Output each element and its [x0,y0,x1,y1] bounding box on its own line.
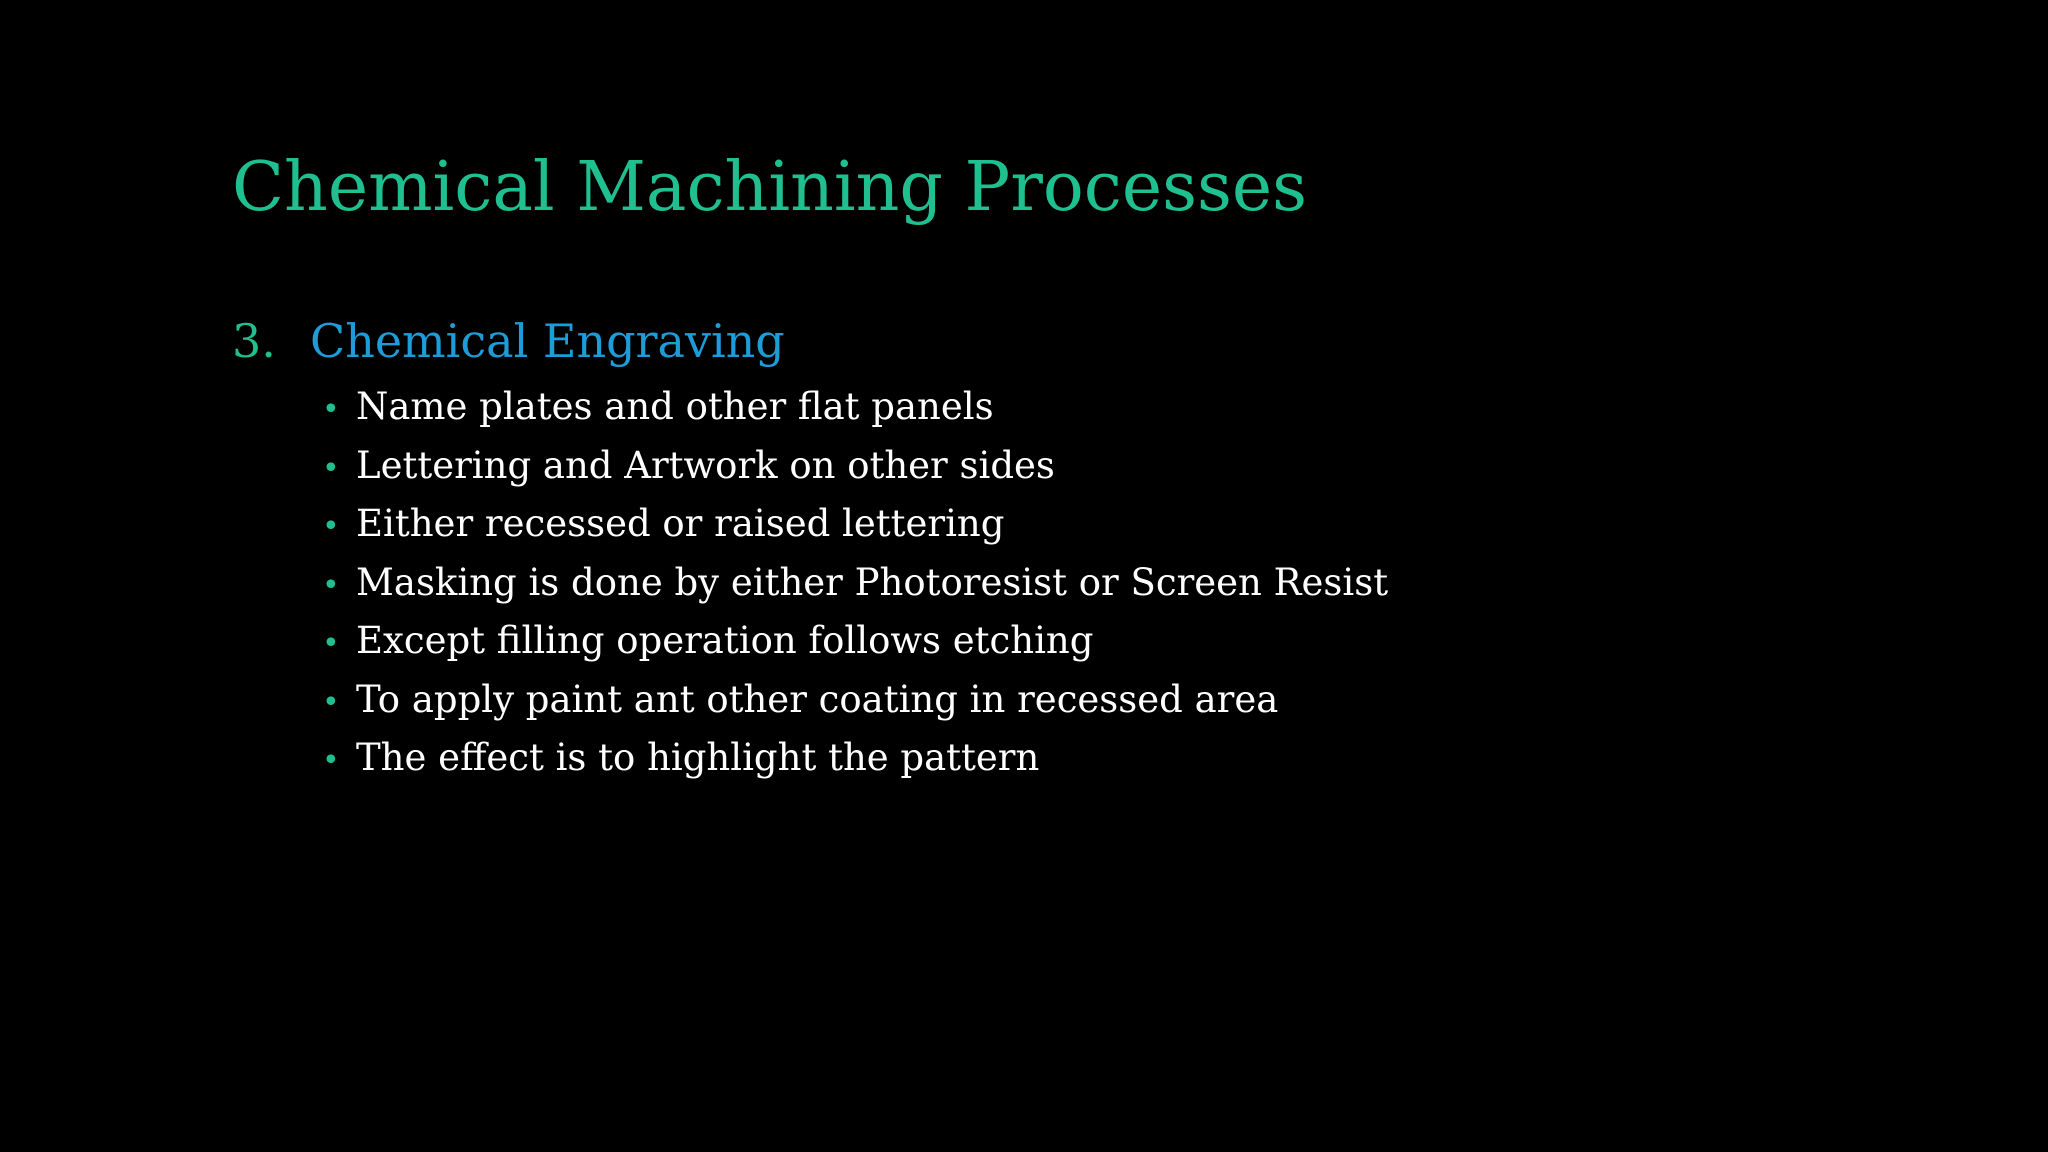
bullet-item [322,729,1388,788]
bullet-icon: • [322,450,340,486]
bullet-text: Lettering and Artwork on other sides [356,443,1055,487]
bullet-icon: • [322,567,340,603]
bullet-list [322,378,1388,788]
bullet-icon: • [322,509,340,544]
section-number: 3. [232,314,276,368]
bullet-item [322,554,1388,613]
bullet-icon: • [322,684,340,720]
bullet-item [322,437,1388,496]
section-heading-row [232,306,785,376]
bullet-icon: • [322,392,340,427]
bullet-text: Masking is done by either Photoresist or Screen Resist [356,560,1389,604]
bullet-item [322,671,1388,730]
bullet-text: Name plates and other flat panels [356,385,994,428]
bullet-item [322,495,1388,554]
section-heading: Chemical Engraving [310,314,785,368]
slide-title: Chemical Machining Processes [232,148,1308,227]
bullet-text: Either recessed or raised lettering [356,502,1005,545]
bullet-item [322,612,1388,671]
bullet-text: The effect is to highlight the pattern [356,736,1040,779]
bullet-item [322,378,1388,437]
bullet-icon: • [322,626,340,661]
bullet-icon: • [322,743,340,778]
bullet-text: Except filling operation follows etching [356,619,1094,662]
bullet-text: To apply paint ant other coating in recessed area [356,677,1279,721]
